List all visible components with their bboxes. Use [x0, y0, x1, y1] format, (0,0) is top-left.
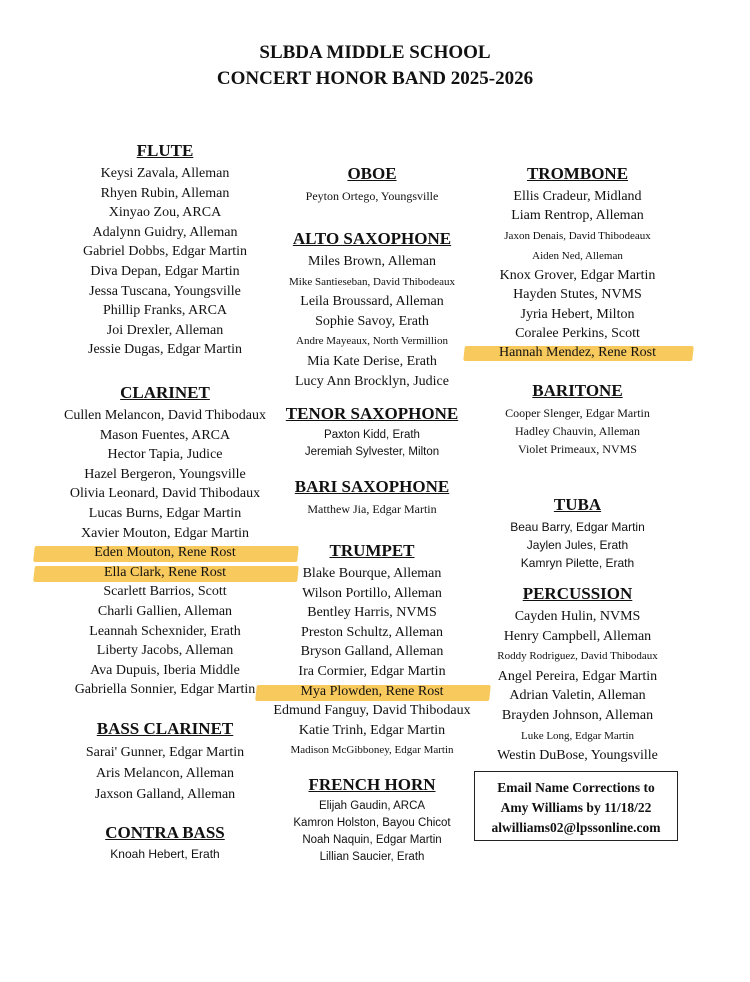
list-item: Bentley Harris, NVMS	[307, 605, 437, 621]
flute-list	[40, 164, 290, 360]
list-item: Paxton Kidd, Erath	[324, 429, 420, 441]
tenor-sax-section	[262, 403, 482, 461]
tenor-sax-heading: TENOR SAXOPHONE	[285, 404, 459, 423]
list-item: Elijah Gaudin, ARCA	[318, 800, 426, 812]
list-item: Preston Schultz, Alleman	[301, 624, 443, 640]
email-line2: Amy Williams by 11/18/22	[500, 800, 652, 815]
list-item: Blake Bourque, Alleman	[302, 566, 442, 581]
trumpet-list	[262, 564, 482, 761]
list-item: Scarlett Barrios, Scott	[103, 584, 227, 600]
list-item: Liberty Jacobs, Alleman	[96, 643, 234, 659]
list-item: Lucas Burns, Edgar Martin	[88, 505, 242, 521]
alto-sax-list	[262, 252, 482, 391]
list-item: Charli Gallien, Alleman	[97, 603, 233, 619]
email-corrections-box	[474, 771, 678, 841]
french-horn-section	[262, 774, 482, 866]
contra-bass-list	[40, 846, 290, 863]
list-item: Westin DuBose, Youngsville	[497, 748, 658, 764]
list-item: Angel Pereira, Edgar Martin	[497, 668, 658, 684]
list-item: Cullen Melancon, David Thibodaux	[64, 408, 266, 423]
flute-section	[40, 140, 290, 360]
list-item: Xavier Mouton, Edgar Martin	[81, 525, 249, 541]
oboe-section	[262, 163, 482, 206]
bass-clarinet-section	[40, 718, 290, 805]
tuba-heading: TUBA	[553, 495, 602, 514]
list-item: Jessa Tuscana, Youngsville	[89, 283, 241, 299]
bass-clarinet-list	[40, 742, 290, 805]
list-item: Keysi Zavala, Alleman	[100, 166, 230, 181]
list-item: Leannah Schexnider, Erath	[89, 623, 241, 639]
list-item: Mia Kate Derise, Erath	[307, 353, 437, 369]
list-item: Knox Grover, Edgar Martin	[499, 268, 656, 284]
list-item: Mya Plowden, Rene Rost	[262, 682, 482, 702]
list-item: Ellis Cradeur, Midland	[513, 189, 642, 204]
list-item: Kamron Holston, Bayou Chicot	[293, 817, 451, 829]
list-item: Xinyao Zou, ARCA	[108, 205, 222, 221]
list-item: Eden Mouton, Rene Rost	[40, 543, 290, 563]
percussion-list	[470, 607, 685, 766]
baritone-heading: BARITONE	[532, 381, 623, 400]
list-item: Andre Mayeaux, North Vermillion	[296, 335, 448, 348]
list-item: Phillip Franks, ARCA	[102, 303, 228, 319]
email-address[interactable]: alwilliams02@lpssonline.com	[491, 820, 661, 835]
percussion-heading: PERCUSSION	[522, 584, 633, 603]
alto-sax-heading: ALTO SAXOPHONE	[292, 229, 452, 248]
baritone-list	[470, 404, 685, 458]
list-item: Hazel Bergeron, Youngsville	[84, 466, 246, 482]
list-item: Luke Long, Edgar Martin	[520, 729, 635, 742]
list-item: Jeremiah Sylvester, Milton	[304, 446, 440, 458]
list-item: Henry Campbell, Alleman	[503, 628, 652, 644]
list-item: Beau Barry, Edgar Martin	[510, 520, 645, 534]
list-item: Hayden Stutes, NVMS	[513, 287, 642, 303]
trombone-list	[470, 187, 685, 363]
list-item: Lucy Ann Brocklyn, Judice	[295, 373, 449, 389]
list-item: Lillian Saucier, Erath	[319, 851, 425, 863]
list-item: Peyton Ortego, Youngsville	[305, 189, 439, 203]
french-horn-heading: FRENCH HORN	[308, 775, 436, 794]
clarinet-section	[40, 382, 290, 700]
list-item: Jyria Hebert, Milton	[520, 306, 635, 322]
list-item: Aris Melancon, Alleman	[95, 766, 235, 781]
list-item: Rhyen Rubin, Alleman	[100, 185, 230, 201]
list-item: Diva Depan, Edgar Martin	[90, 263, 240, 279]
list-item: Liam Rentrop, Alleman	[511, 208, 644, 224]
contra-bass-section	[40, 822, 290, 863]
list-item: Jaylen Jules, Erath	[526, 538, 629, 552]
list-item: Adalynn Guidry, Alleman	[92, 224, 238, 240]
tuba-section	[470, 494, 685, 572]
oboe-heading: OBOE	[347, 164, 397, 183]
oboe-list	[262, 187, 482, 206]
contra-bass-heading: CONTRA BASS	[105, 823, 225, 842]
tenor-sax-list	[262, 427, 482, 461]
list-item: Bryson Galland, Alleman	[300, 644, 444, 660]
list-item: Kamryn Pilette, Erath	[520, 556, 635, 570]
list-item: Roddy Rodriguez, David Thibodaux	[497, 650, 658, 663]
bari-sax-heading: BARI SAXOPHONE	[294, 477, 450, 496]
list-item: Jaxson Galland, Alleman	[94, 787, 236, 802]
list-item: Olivia Leonard, David Thibodaux	[69, 486, 261, 502]
baritone-section	[470, 380, 685, 458]
page-title-line1: SLBDA MIDDLE SCHOOL	[259, 42, 491, 63]
french-horn-list	[262, 798, 482, 866]
list-item: Knoah Hebert, Erath	[110, 847, 220, 861]
list-item: Mike Santieseban, David Thibodeaux	[289, 275, 455, 288]
list-item: Gabriel Dobbs, Edgar Martin	[82, 244, 248, 260]
list-item: Gabriella Sonnier, Edgar Martin	[74, 682, 256, 698]
trumpet-section	[262, 540, 482, 761]
list-item: Mason Fuentes, ARCA	[99, 427, 231, 443]
trombone-heading: TROMBONE	[526, 164, 629, 183]
list-item: Leila Broussard, Alleman	[300, 294, 444, 310]
list-item: Aiden Ned, Alleman	[532, 249, 623, 262]
list-item: Cooper Slenger, Edgar Martin	[505, 406, 650, 420]
list-item: Adrian Valetin, Alleman	[509, 688, 646, 704]
bass-clarinet-heading: BASS CLARINET	[96, 719, 234, 738]
list-item: Violet Primeaux, NVMS	[518, 442, 637, 456]
page-title-line2: CONCERT HONOR BAND 2025-2026	[216, 68, 534, 89]
list-item: Miles Brown, Alleman	[308, 254, 436, 269]
clarinet-heading: CLARINET	[120, 383, 210, 402]
bari-sax-section	[262, 476, 482, 519]
list-item: Madison McGibboney, Edgar Martin	[290, 744, 454, 757]
alto-sax-section	[262, 228, 482, 391]
list-item: Sophie Savoy, Erath	[315, 313, 429, 329]
list-item: Jessie Dugas, Edgar Martin	[88, 342, 242, 358]
tuba-list	[470, 518, 685, 572]
list-item: Edmund Fanguy, David Thibodaux	[273, 703, 471, 719]
list-item: Jaxon Denais, David Thibodeaux	[504, 229, 651, 242]
list-item: Sarai' Gunner, Edgar Martin	[85, 745, 245, 760]
list-item: Hannah Mendez, Rene Rost	[470, 343, 685, 362]
list-item: Hadley Chauvin, Alleman	[515, 424, 640, 438]
clarinet-list	[40, 406, 290, 700]
list-item: Ava Dupuis, Iberia Middle	[90, 662, 240, 678]
list-item: Hector Tapia, Judice	[107, 447, 223, 463]
list-item: Noah Naquin, Edgar Martin	[302, 834, 442, 846]
percussion-section	[470, 583, 685, 766]
list-item: Matthew Jia, Edgar Martin	[307, 502, 437, 516]
bari-sax-list	[262, 500, 482, 519]
list-item: Cayden Hulin, NVMS	[514, 609, 641, 624]
list-item: Ella Clark, Rene Rost	[40, 563, 290, 583]
email-line1: Email Name Corrections to	[497, 780, 655, 795]
trumpet-heading: TRUMPET	[329, 541, 415, 560]
list-item: Brayden Johnson, Alleman	[501, 707, 654, 723]
list-item: Coralee Perkins, Scott	[515, 326, 640, 342]
flute-heading: FLUTE	[136, 141, 194, 160]
list-item: Katie Trinh, Edgar Martin	[298, 722, 446, 738]
list-item: Wilson Portillo, Alleman	[302, 585, 442, 601]
trombone-section	[470, 163, 685, 363]
list-item: Ira Cormier, Edgar Martin	[298, 663, 446, 679]
list-item: Joi Drexler, Alleman	[106, 322, 224, 338]
